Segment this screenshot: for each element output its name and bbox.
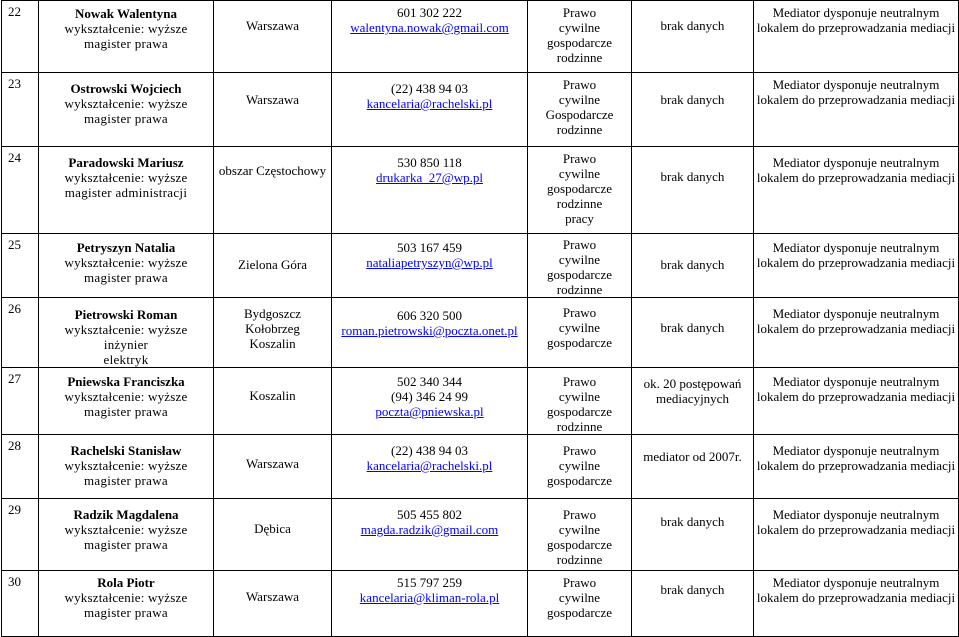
table-row — [2, 234, 959, 298]
field-cell — [528, 147, 632, 234]
field-line: rodzinne — [556, 196, 603, 211]
field-line: cywilne — [558, 522, 601, 537]
mediator-education: wykształcenie: wyższe — [64, 170, 188, 185]
experience-line: ok. 20 postępowań — [643, 376, 742, 391]
premises-cell: Mediator dysponuje neutralnym lokalem do przeprowadzania mediacji — [754, 499, 959, 571]
mediator-degree: magister prawa — [84, 404, 168, 419]
table-row — [2, 368, 959, 435]
mediator-degree: magister prawa — [84, 605, 168, 620]
experience-line: mediator od 2007r. — [643, 449, 742, 464]
field-cell — [528, 435, 632, 499]
mediator-name: Rachelski Stanisław — [70, 443, 182, 458]
field-line: rodzinne — [556, 282, 603, 297]
mediator-name: Petryszyn Natalia — [76, 240, 176, 255]
field-line: rodzinne — [556, 50, 603, 65]
premises-cell: Mediator dysponuje neutralnym lokalem do przeprowadzania mediacji — [754, 435, 959, 499]
experience-line: brak danych — [660, 92, 725, 107]
field-line: gospodarcze — [547, 605, 612, 620]
phone-list — [334, 81, 525, 96]
table-row — [2, 499, 959, 571]
experience-cell — [632, 147, 754, 234]
city-line: Koszalin — [249, 336, 296, 351]
email-link[interactable]: kancelaria@kliman-rola.pl — [359, 590, 500, 605]
mediator-education: wykształcenie: wyższe — [64, 590, 188, 605]
mediator-cell — [39, 499, 214, 571]
city-cell — [214, 435, 332, 499]
field-line: cywilne — [558, 320, 601, 335]
mediator-degree: elektryk — [103, 352, 149, 367]
city-line: Warszawa — [245, 92, 300, 107]
field-line: cywilne — [558, 458, 601, 473]
email-link[interactable]: nataliapetryszyn@wp.pl — [366, 255, 493, 270]
experience-line: brak danych — [660, 514, 725, 529]
mediator-cell — [39, 147, 214, 234]
field-cell — [528, 1, 632, 73]
contact-cell — [332, 1, 528, 73]
city-cell — [214, 298, 332, 368]
experience-line: mediacyjnych — [656, 391, 729, 406]
contact-cell — [332, 499, 528, 571]
field-cell — [528, 368, 632, 435]
mediator-degree: magister prawa — [84, 111, 168, 126]
field-line: Prawo — [562, 507, 597, 522]
premises-cell: Mediator dysponuje neutralnym lokalem do przeprowadzania mediacji — [754, 147, 959, 234]
field-line: cywilne — [558, 389, 601, 404]
field-cell — [528, 298, 632, 368]
mediator-name: Ostrowski Wojciech — [70, 81, 182, 96]
field-line: Gospodarcze — [545, 107, 614, 122]
row-number: 28 — [2, 435, 39, 499]
experience-cell — [632, 499, 754, 571]
premises-cell: Mediator dysponuje neutralnym lokalem do przeprowadzania mediacji — [754, 571, 959, 637]
city-cell — [214, 234, 332, 298]
field-cell — [528, 234, 632, 298]
experience-line: brak danych — [660, 169, 725, 184]
experience-cell — [632, 1, 754, 73]
experience-cell — [632, 435, 754, 499]
mediator-degree: magister prawa — [84, 473, 168, 488]
phone-list — [334, 575, 525, 590]
experience-cell — [632, 298, 754, 368]
email-link[interactable]: magda.radzik@gmail.com — [360, 522, 499, 537]
city-cell — [214, 1, 332, 73]
field-line: Prawo — [562, 237, 597, 252]
field-line: gospodarcze — [547, 335, 612, 350]
city-line: Kołobrzeg — [245, 321, 300, 336]
mediator-name: Pniewska Franciszka — [67, 374, 185, 389]
row-number: 22 — [2, 1, 39, 73]
field-line: rodzinne — [556, 122, 603, 137]
city-cell — [214, 571, 332, 637]
mediator-name: Rola Piotr — [97, 575, 155, 590]
row-number: 25 — [2, 234, 39, 298]
contact-cell — [332, 73, 528, 147]
field-line: Prawo — [562, 374, 597, 389]
mediator-degree: magister prawa — [84, 36, 168, 51]
table-row — [2, 73, 959, 147]
city-cell — [214, 73, 332, 147]
table-body — [2, 1, 959, 637]
email-link[interactable]: drukarka_27@wp.pl — [376, 170, 483, 185]
mediators-table — [1, 0, 959, 637]
experience-cell — [632, 368, 754, 435]
phone-list — [334, 507, 525, 522]
city-line: Koszalin — [249, 388, 296, 403]
city-cell — [214, 499, 332, 571]
phones-line: 530 850 118 — [397, 155, 462, 170]
phone-list — [334, 155, 525, 170]
mediator-cell — [39, 571, 214, 637]
row-number: 26 — [2, 298, 39, 368]
phones-line: 606 320 500 — [397, 308, 462, 323]
field-line: rodzinne — [556, 419, 603, 434]
contact-cell — [332, 571, 528, 637]
experience-cell — [632, 73, 754, 147]
field-line: Prawo — [562, 77, 597, 92]
mediator-cell — [39, 234, 214, 298]
phones-line: 503 167 459 — [397, 240, 462, 255]
city-line: obszar Częstochowy — [218, 163, 327, 178]
row-number: 24 — [2, 147, 39, 234]
premises-cell: Mediator dysponuje neutralnym lokalem do przeprowadzania mediacji — [754, 368, 959, 435]
mediator-cell — [39, 368, 214, 435]
mediator-education: wykształcenie: wyższe — [64, 522, 188, 537]
mediator-education: wykształcenie: wyższe — [64, 255, 188, 270]
email-link[interactable]: kancelaria@rachelski.pl — [366, 458, 493, 473]
field-line: gospodarcze — [547, 35, 612, 50]
email-link[interactable]: roman.pietrowski@poczta.onet.pl — [341, 323, 518, 338]
field-line: cywilne — [558, 590, 601, 605]
phones-line: 601 302 222 — [397, 5, 462, 20]
mediator-cell — [39, 298, 214, 368]
phones-line: 502 340 344 — [397, 374, 462, 389]
email-link[interactable]: poczta@pniewska.pl — [375, 404, 484, 419]
mediator-education: wykształcenie: wyższe — [64, 458, 188, 473]
contact-cell — [332, 298, 528, 368]
phones-line: (22) 438 94 03 — [391, 443, 468, 458]
field-line: gospodarcze — [547, 473, 612, 488]
table-row — [2, 571, 959, 637]
experience-line: brak danych — [660, 582, 725, 597]
field-line: Prawo — [562, 305, 597, 320]
field-line: gospodarcze — [547, 181, 612, 196]
field-line: cywilne — [558, 166, 601, 181]
contact-cell — [332, 147, 528, 234]
row-number: 30 — [2, 571, 39, 637]
field-line: pracy — [565, 211, 594, 226]
city-cell — [214, 368, 332, 435]
table-row — [2, 435, 959, 499]
mediator-cell — [39, 73, 214, 147]
phones-line: 505 455 802 — [397, 507, 462, 522]
field-cell — [528, 499, 632, 571]
table-row — [2, 298, 959, 368]
field-line: Prawo — [562, 5, 597, 20]
mediator-name: Paradowski Mariusz — [68, 155, 184, 170]
phones-line: 515 797 259 — [397, 575, 462, 590]
email-link[interactable]: kancelaria@rachelski.pl — [366, 96, 493, 111]
city-line: Zielona Góra — [238, 257, 307, 272]
mediator-education: wykształcenie: wyższe inżynier — [64, 322, 188, 352]
mediator-name: Nowak Walentyna — [75, 6, 177, 21]
mediator-cell — [39, 435, 214, 499]
mediator-cell — [39, 1, 214, 73]
row-number: 23 — [2, 73, 39, 147]
field-line: Prawo — [562, 443, 597, 458]
mediator-education: wykształcenie: wyższe — [64, 96, 188, 111]
phone-list — [334, 374, 525, 404]
mediator-degree: magister administracji — [64, 185, 188, 200]
experience-cell — [632, 571, 754, 637]
field-line: Prawo — [562, 575, 597, 590]
phones-line: (22) 438 94 03 — [391, 81, 468, 96]
contact-cell — [332, 435, 528, 499]
field-cell — [528, 571, 632, 637]
field-line: Prawo — [562, 151, 597, 166]
phones-line: (94) 346 24 99 — [391, 389, 468, 404]
premises-cell: Mediator dysponuje neutralnym lokalem do przeprowadzania mediacji — [754, 234, 959, 298]
city-line: Warszawa — [245, 18, 300, 33]
experience-line: brak danych — [660, 320, 725, 335]
mediator-education: wykształcenie: wyższe — [64, 389, 188, 404]
field-line: rodzinne — [556, 552, 603, 567]
mediator-degree: magister prawa — [84, 270, 168, 285]
contact-cell — [332, 368, 528, 435]
premises-cell: Mediator dysponuje neutralnym lokalem do przeprowadzania mediacji — [754, 1, 959, 73]
city-line: Warszawa — [245, 456, 300, 471]
premises-cell: Mediator dysponuje neutralnym lokalem do przeprowadzania mediacji — [754, 73, 959, 147]
table-row — [2, 1, 959, 73]
field-line: gospodarcze — [547, 404, 612, 419]
row-number: 29 — [2, 499, 39, 571]
experience-line: brak danych — [660, 257, 725, 272]
contact-cell — [332, 234, 528, 298]
city-line: Dębica — [254, 521, 291, 536]
phone-list — [334, 5, 525, 20]
premises-cell: Mediator dysponuje neutralnym lokalem do przeprowadzania mediacji — [754, 298, 959, 368]
phone-list — [334, 240, 525, 255]
city-line: Warszawa — [245, 589, 300, 604]
mediator-degree: magister prawa — [84, 537, 168, 552]
city-line: Bydgoszcz — [243, 306, 302, 321]
mediator-name: Radzik Magdalena — [73, 507, 179, 522]
field-line: cywilne — [558, 252, 601, 267]
field-line: cywilne — [558, 92, 601, 107]
field-line: cywilne — [558, 20, 601, 35]
mediator-name: Pietrowski Roman — [74, 307, 178, 322]
experience-line: brak danych — [660, 18, 725, 33]
phone-list — [334, 308, 525, 323]
row-number: 27 — [2, 368, 39, 435]
phone-list — [334, 443, 525, 458]
field-cell — [528, 73, 632, 147]
field-line: gospodarcze — [547, 537, 612, 552]
mediator-education: wykształcenie: wyższe — [64, 21, 188, 36]
city-cell — [214, 147, 332, 234]
table-row — [2, 147, 959, 234]
experience-cell — [632, 234, 754, 298]
email-link[interactable]: walentyna.nowak@gmail.com — [350, 20, 509, 35]
field-line: gospodarcze — [547, 267, 612, 282]
